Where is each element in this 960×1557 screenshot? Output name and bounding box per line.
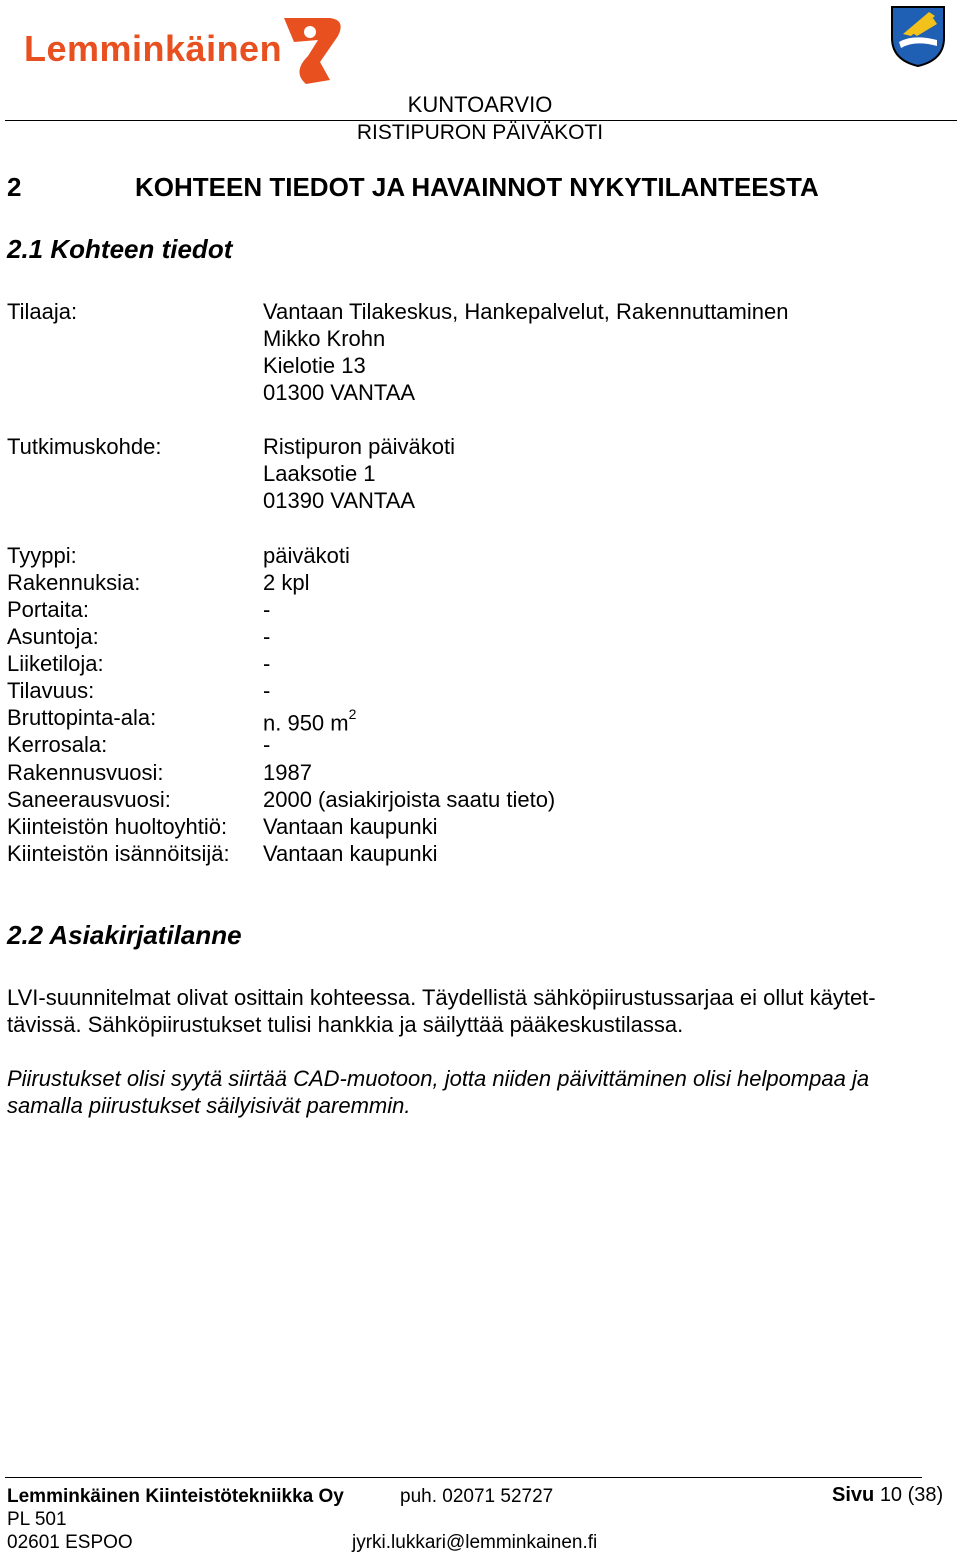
fact-value: 1987 — [263, 760, 312, 785]
fact-value: - — [263, 651, 271, 676]
fact-label: Kiinteistön isännöitsijä: — [7, 841, 230, 866]
footer-postal: 02601 ESPOO — [7, 1532, 133, 1553]
fact-label: Tilavuus: — [7, 678, 95, 703]
paragraph-line: samalla piirustukset säilyisivät paremmin. — [7, 1093, 411, 1118]
document-subject: RISTIPURON PÄIVÄKOTI — [356, 121, 604, 144]
fact-value: - — [263, 678, 271, 703]
target-street: Laaksotie 1 — [263, 461, 376, 486]
gross-area-value — [263, 704, 356, 736]
fact-label: Saneerausvuosi: — [7, 787, 171, 812]
page-label: Sivu — [832, 1484, 875, 1506]
footer-phone: puh. 02071 52727 — [400, 1486, 554, 1507]
fact-value: - — [263, 732, 271, 757]
subsection-title-kohteen-tiedot: 2.1 Kohteen tiedot — [7, 234, 233, 264]
fact-label: Tyyppi: — [7, 543, 77, 568]
area-unit-superscript: 2 — [348, 706, 357, 722]
fact-value: Vantaan kaupunki — [263, 814, 438, 839]
paragraph-line: Piirustukset olisi syytä siirtää CAD-muotoon, jotta niiden päivittäminen olisi helpompaa ja — [7, 1066, 870, 1091]
paragraph-line: LVI-suunnitelmat olivat osittain kohteessa. Täydellistä sähköpiirustussarjaa ei ollut käytet- — [7, 985, 876, 1010]
client-label: Tilaaja: — [7, 299, 78, 324]
fact-label: Portaita: — [7, 597, 89, 622]
page-number: 10 (38) — [879, 1484, 944, 1506]
fact-value: 2 kpl — [263, 570, 310, 595]
fact-label: Kerrosala: — [7, 732, 108, 757]
footer-po-box: PL 501 — [7, 1509, 67, 1530]
header-divider — [5, 120, 957, 121]
fact-label: Asuntoja: — [7, 624, 99, 649]
fact-value: - — [263, 597, 271, 622]
client-name: Vantaan Tilakeskus, Hankepalvelut, Rakennuttaminen — [263, 299, 789, 324]
fact-label: Bruttopinta-ala: — [7, 705, 157, 730]
footer-company: Lemminkäinen Kiinteistötekniikka Oy — [7, 1486, 344, 1507]
fact-value: päiväkoti — [263, 543, 350, 568]
fact-value: Vantaan kaupunki — [263, 841, 438, 866]
company-logo — [20, 8, 360, 88]
paragraph-documents — [7, 984, 947, 1038]
section-title: KOHTEEN TIEDOT JA HAVAINNOT NYKYTILANTEESTA — [135, 172, 819, 202]
fact-label: Rakennuksia: — [7, 570, 141, 595]
document-type: KUNTOARVIO — [407, 92, 553, 117]
fact-value: - — [263, 624, 271, 649]
subsection-title-asiakirjatilanne: 2.2 Asiakirjatilanne — [7, 920, 242, 950]
paragraph-recommendation — [7, 1065, 947, 1119]
footer-divider — [5, 1477, 922, 1478]
target-postal: 01390 VANTAA — [263, 488, 416, 513]
target-label: Tutkimuskohde: — [7, 434, 162, 459]
client-postal: 01300 VANTAA — [263, 380, 416, 405]
fact-value: 2000 (asiakirjoista saatu tieto) — [263, 787, 556, 812]
fact-value: n. 950 m — [263, 710, 349, 736]
municipal-crest-icon — [889, 4, 947, 68]
footer-email: jyrki.lukkari@lemminkainen.fi — [352, 1532, 598, 1553]
fact-label: Rakennusvuosi: — [7, 760, 164, 785]
section-number: 2 — [7, 172, 22, 202]
fact-label: Liiketiloja: — [7, 651, 104, 676]
fact-label: Kiinteistön huoltoyhtiö: — [7, 814, 228, 839]
logo-mark-icon — [278, 12, 348, 86]
company-logo-text: Lemminkäinen — [24, 28, 283, 69]
client-contact: Mikko Krohn — [263, 326, 386, 351]
target-name: Ristipuron päiväkoti — [263, 434, 455, 459]
paragraph-line: tävissä. Sähköpiirustukset tulisi hankkia ja säilyttää pääkeskustilassa. — [7, 1012, 684, 1037]
footer-page — [832, 1484, 943, 1507]
client-street: Kielotie 13 — [263, 353, 366, 378]
